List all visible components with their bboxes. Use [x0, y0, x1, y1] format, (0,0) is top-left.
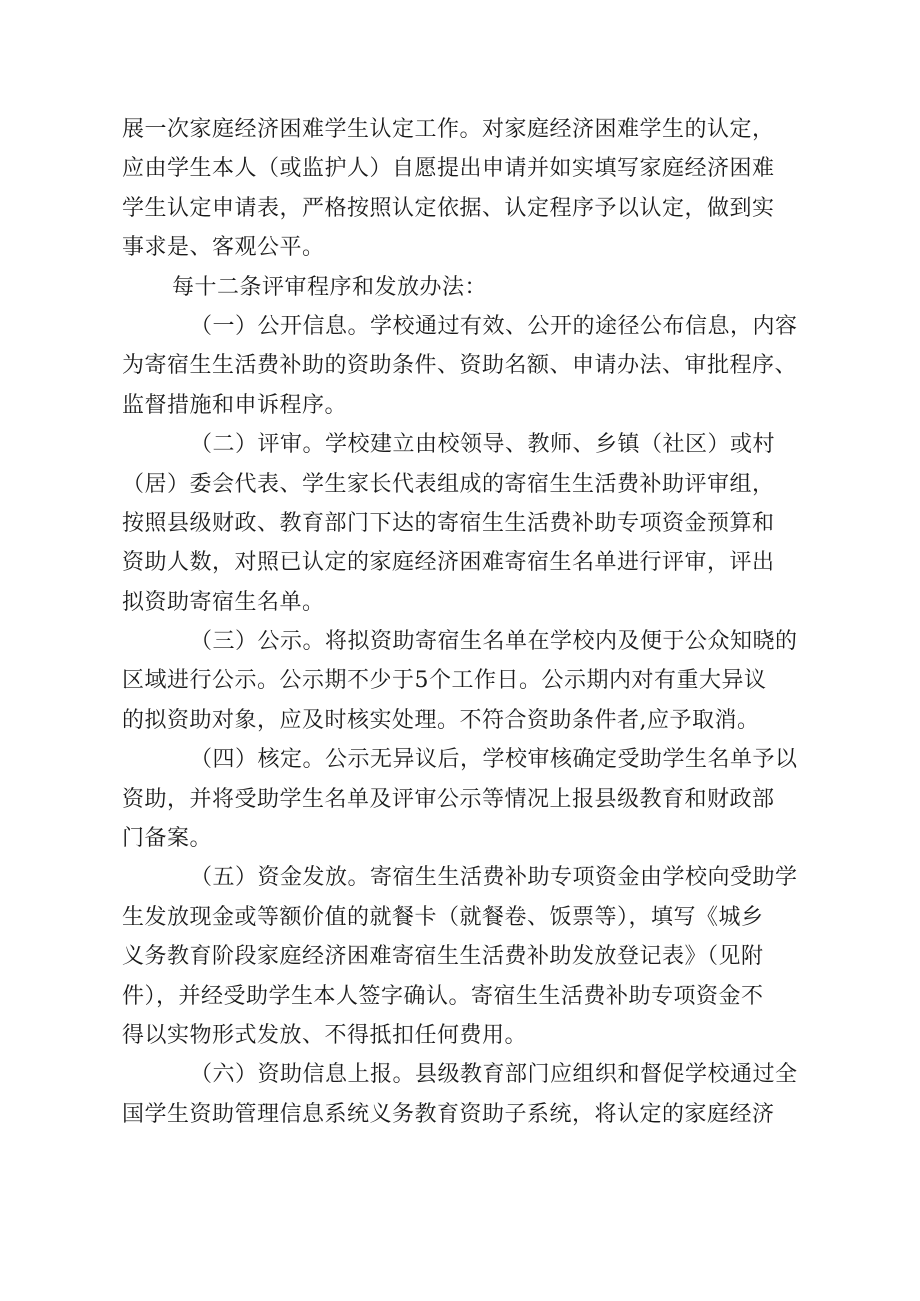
- text-line: 资助人数，对照已认定的家庭经济困难寄宿生名单进行评审，评出: [122, 550, 775, 576]
- text-line: 学生认定申请表，严格按照认定依据、认定程序予以认定，做到实: [122, 195, 775, 221]
- text-line: 的拟资助对象，应及时核实处理。不符合资助条件者,应予取消。: [122, 707, 760, 733]
- text-line: 国学生资助管理信息系统义务教育资助子系统，将认定的家庭经济: [122, 1101, 775, 1127]
- text-line: 拟资助寄宿生名单。: [122, 589, 325, 615]
- text-line: （居）委会代表、学生家长代表组成的寄宿生生活费补助评审组，: [122, 471, 775, 497]
- paragraph-start: （五）资金发放。寄宿生生活费补助专项资金由学校向受助学: [190, 865, 798, 891]
- article-heading: 每十二条评审程序和发放办法：: [172, 274, 488, 300]
- paragraph-start: （二）评审。学校建立由校领导、教师、乡镇（社区）或村: [190, 432, 776, 458]
- paragraph-start: （三）公示。将拟资助寄宿生名单在学校内及便于公众知晓的: [190, 629, 798, 655]
- text-line: 区域进行公示。公示期不少于5个工作日。公示期内对有重大异议: [122, 668, 767, 694]
- text-line: 得以实物形式发放、不得抵扣任何费用。: [122, 1022, 528, 1048]
- text-line: 生发放现金或等额价值的就餐卡（就餐卷、饭票等），填写《城乡: [122, 904, 764, 930]
- text-line: 资助，并将受助学生名单及评审公示等情况上报县级教育和财政部: [122, 786, 775, 812]
- text-line: 事求是、客观公平。: [122, 235, 325, 261]
- paragraph-start: （六）资助信息上报。县级教育部门应组织和督促学校通过全: [190, 1062, 798, 1088]
- text-line: 门备案。: [122, 826, 213, 852]
- text-line: 义务教育阶段家庭经济困难寄宿生生活费补助发放登记表》（见附: [122, 944, 764, 970]
- paragraph-start: （一）公开信息。学校通过有效、公开的途径公布信息，内容: [190, 313, 798, 339]
- paragraph-start: （四）核定。公示无异议后，学校审核确定受助学生名单予以: [190, 747, 798, 773]
- text-line: 为寄宿生生活费补助的资助条件、资助名额、申请办法、审批程序、: [122, 353, 798, 379]
- text-line: 件），并经受助学生本人签字确认。寄宿生生活费补助专项资金不: [122, 983, 764, 1009]
- text-line: 监督措施和申诉程序。: [122, 392, 348, 418]
- text-line: 按照县级财政、教育部门下达的寄宿生生活费补助专项资金预算和: [122, 510, 775, 536]
- document-body: [122, 110, 822, 1134]
- text-line: 展一次家庭经济困难学生认定工作。对家庭经济困难学生的认定，: [122, 117, 775, 142]
- text-line: 应由学生本人（或监护人）自愿提出申请并如实填写家庭经济困难: [122, 156, 775, 182]
